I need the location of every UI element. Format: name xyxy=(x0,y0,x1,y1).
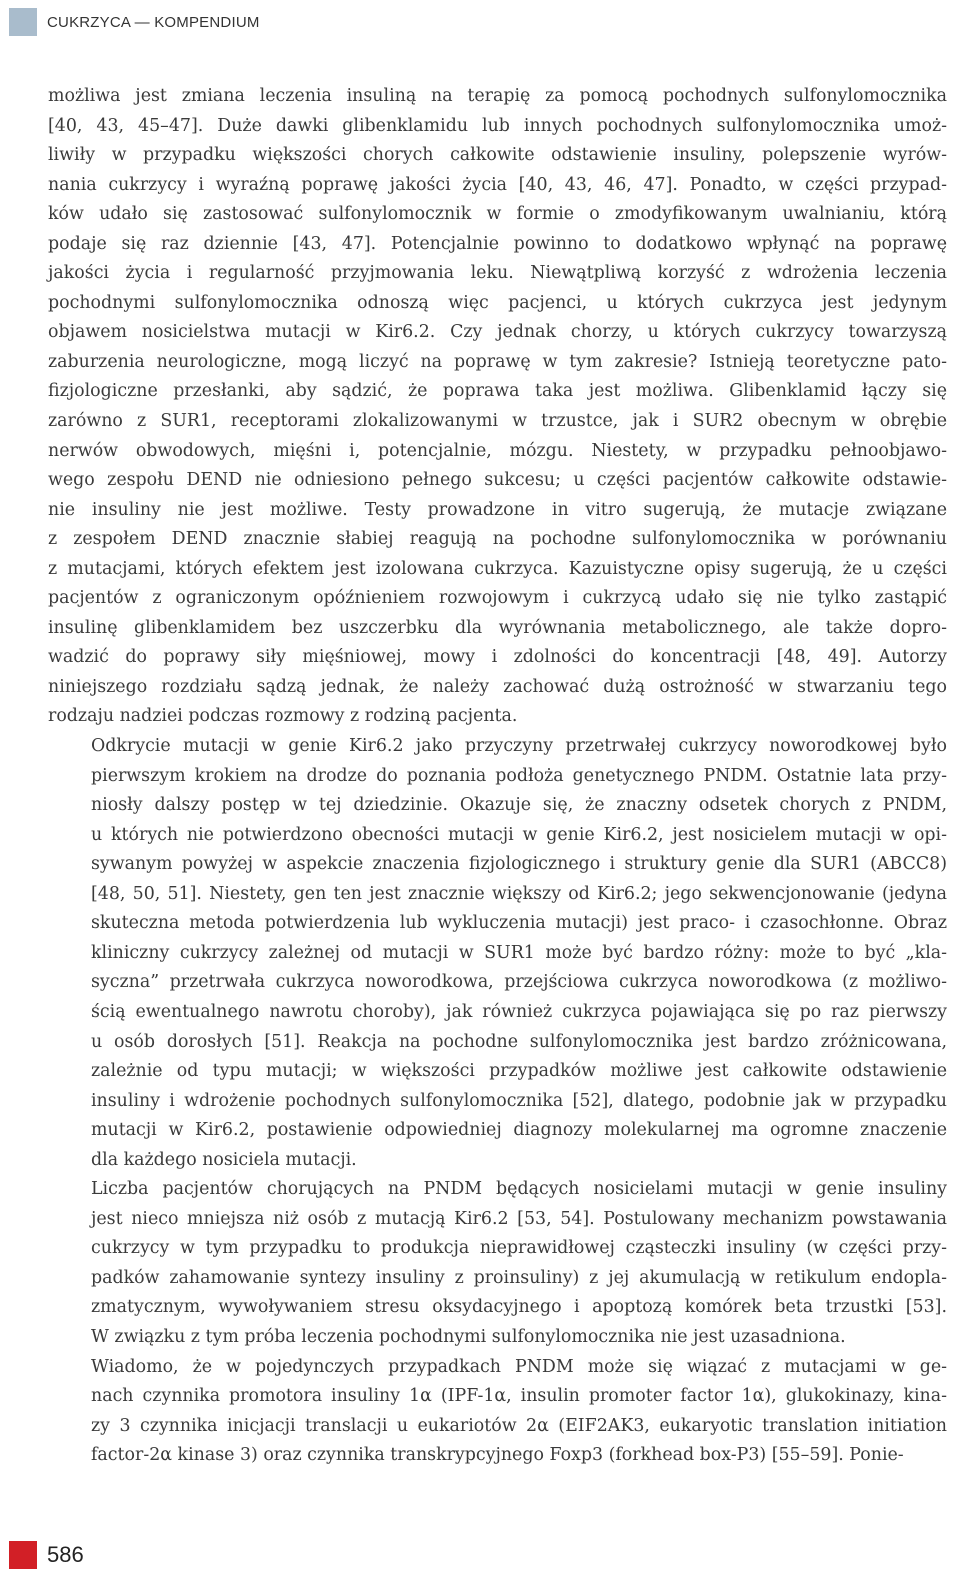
text-line: nania cukrzycy i wyraźną poprawę jakości życia [40, 43, 46, 47]. Ponadto, w części przypad- xyxy=(48,174,947,195)
body-text xyxy=(48,82,947,1471)
text-line: wego zespołu DEND nie odniesiono pełnego sukcesu; u części pacjentów całkowite odstawie- xyxy=(48,470,947,491)
text-line: podaje się raz dziennie [43, 47]. Potencjalnie powinno to dodatkowo wpłynąć na poprawę xyxy=(48,233,947,254)
text-line: padków zahamowanie syntezy insuliny z proinsuliny) z jej akumulacją w retikulum endopla- xyxy=(91,1267,947,1288)
text-line: zależnie od typu mutacji; w większości przypadków możliwe jest całkowite odstawienie xyxy=(91,1061,947,1082)
text-line: pierwszym krokiem na drodze do poznania podłoża genetycznego PNDM. Ostatnie lata przy- xyxy=(91,765,947,786)
text-line: niniejszego rozdziału sądzą jednak, że należy zachować dużą ostrożność w stwarzaniu tego xyxy=(48,676,947,697)
text-line: syczna” przetrwała cukrzyca noworodkowa, przejściowa cukrzyca noworodkowa (z możliwo- xyxy=(91,972,947,993)
paragraph xyxy=(48,1353,947,1471)
text-line: wadzić do poprawy siły mięśniowej, mowy i zdolności do koncentracji [48, 49]. Autorzy xyxy=(48,647,947,668)
text-line: Wiadomo, że w pojedynczych przypadkach PNDM może się wiązać z mutacjami w ge- xyxy=(91,1356,947,1377)
text-line: dla każdego nosiciela mutacji. xyxy=(91,1149,357,1170)
paragraph xyxy=(48,1175,947,1352)
text-line: u których nie potwierdzono obecności mutacji w genie Kir6.2, jest nosicielem mutacji w opi- xyxy=(91,824,947,845)
page-number: 586 xyxy=(47,1542,84,1567)
text-line: u osób dorosłych [51]. Reakcja na pochodne sulfonylomocznika jest bardzo zróżnicowana, xyxy=(91,1031,947,1052)
text-line: Liczba pacjentów chorujących na PNDM będących nosicielami mutacji w genie insuliny xyxy=(91,1179,947,1200)
text-line: z mutacjami, których efektem jest izolowana cukrzyca. Kazuistyczne opisy sugerują, że u części xyxy=(48,558,947,579)
text-line: Odkrycie mutacji w genie Kir6.2 jako przyczyny przetrwałej cukrzycy noworodkowej było xyxy=(91,736,947,757)
header-color-block xyxy=(9,8,37,36)
text-line: sywanym powyżej w aspekcie znaczenia fizjologicznego i struktury genie dla SUR1 (ABCC8) xyxy=(91,854,947,875)
text-line: z zespołem DEND znacznie słabiej reagują na pochodne sulfonylomocznika w porównaniu xyxy=(48,529,947,550)
text-line: pacjentów z ograniczonym opóźnieniem rozwojowym i cukrzycą udało się nie tylko zastąpić xyxy=(48,588,947,609)
text-line: zy 3 czynnika inicjacji translacji u eukariotów 2α (EIF2AK3, eukaryotic translation initiation xyxy=(91,1415,947,1436)
text-line: mutacji w Kir6.2, postawienie odpowiedniej diagnozy molekularnej ma ogromne znaczenie xyxy=(91,1120,947,1141)
text-line: liwiły w przypadku większości chorych całkowite odstawienie insuliny, polepszenie wyrów- xyxy=(48,145,947,166)
text-line: niosły dalszy postęp w tej dziedzinie. Okazuje się, że znaczny odsetek chorych z PNDM, xyxy=(91,795,947,816)
text-line: zarówno z SUR1, receptorami zlokalizowanymi w trzustce, jak i SUR2 obecnym w obrębie xyxy=(48,411,947,432)
text-line: insulinę glibenklamidem bez uszczerbku dla wyrównania metabolicznego, ale także dopro- xyxy=(48,617,947,638)
text-line: zmatycznym, wywoływaniem stresu oksydacyjnego i apoptozą komórek beta trzustki [53]. xyxy=(91,1297,947,1318)
page-footer xyxy=(9,1541,84,1569)
text-line: jest nieco mniejsza niż osób z mutacją Kir6.2 [53, 54]. Postulowany mechanizm powstawania xyxy=(91,1208,947,1229)
text-line: nie insuliny nie jest możliwe. Testy prowadzone in vitro sugerują, że mutacje związane xyxy=(48,499,947,520)
text-line: insuliny i wdrożenie pochodnych sulfonylomocznika [52], dlatego, podobnie jak w przypadku xyxy=(91,1090,947,1111)
header-title: CUKRZYCA — KOMPENDIUM xyxy=(47,13,260,31)
running-header xyxy=(9,8,260,36)
text-line: ścią ewentualnego nawrotu choroby), jak również cukrzyca pojawiająca się po raz pierwszy xyxy=(91,1001,947,1022)
paragraph xyxy=(48,732,947,1175)
paragraph xyxy=(48,82,947,732)
text-line: skuteczna metoda potwierdzenia lub wykluczenia mutacji) jest praco- i czasochłonne. Obraz xyxy=(91,913,947,934)
text-line: ków udało się zastosować sulfonylomocznik w formie o zmodyfikowanym uwalnianiu, którą xyxy=(48,204,947,225)
text-line: W związku z tym próba leczenia pochodnymi sulfonylomocznika nie jest uzasadniona. xyxy=(91,1326,846,1347)
text-line: [40, 43, 45–47]. Duże dawki glibenklamidu lub innych pochodnych sulfonylomocznika umoż- xyxy=(48,115,947,136)
text-line: kliniczny cukrzycy zależnej od mutacji w SUR1 może być bardzo różny: może to być „kla- xyxy=(91,942,947,963)
text-line: rodzaju nadziei podczas rozmowy z rodziną pacjenta. xyxy=(48,706,518,727)
footer-color-block xyxy=(9,1541,37,1569)
text-line: możliwa jest zmiana leczenia insuliną na terapię za pomocą pochodnych sulfonylomocznika xyxy=(48,86,947,106)
text-line: zaburzenia neurologiczne, mogą liczyć na poprawę w tym zakresie? Istnieją teoretyczne pato- xyxy=(48,351,947,372)
text-line: nach czynnika promotora insuliny 1α (IPF-1α, insulin promoter factor 1α), glukokinazy, kina- xyxy=(91,1386,947,1407)
text-line: pochodnymi sulfonylomocznika odnoszą więc pacjenci, u których cukrzyca jest jedynym xyxy=(48,292,947,313)
text-line: cukrzycy w tym przypadku to produkcja nieprawidłowej cząsteczki insuliny (w części przy- xyxy=(91,1238,947,1259)
text-line: nerwów obwodowych, mięśni i, potencjalnie, mózgu. Niestety, w przypadku pełnoobjawo- xyxy=(48,440,947,461)
text-line: [48, 50, 51]. Niestety, gen ten jest znacznie większy od Kir6.2; jego sekwencjonowanie (jedyna xyxy=(91,883,947,904)
text-line: fizjologiczne przesłanki, aby sądzić, że poprawa taka jest możliwa. Glibenklamid łączy się xyxy=(48,381,947,402)
text-line: factor-2α kinase 3) oraz czynnika transkrypcyjnego Foxp3 (forkhead box-P3) [55–59]. Ponie- xyxy=(91,1445,904,1466)
text-line: jakości życia i regularność przyjmowania leku. Niewątpliwą korzyść z wdrożenia leczenia xyxy=(48,263,947,284)
text-line: objawem nosicielstwa mutacji w Kir6.2. Czy jednak chorzy, u których cukrzycy towarzyszą xyxy=(48,322,947,343)
